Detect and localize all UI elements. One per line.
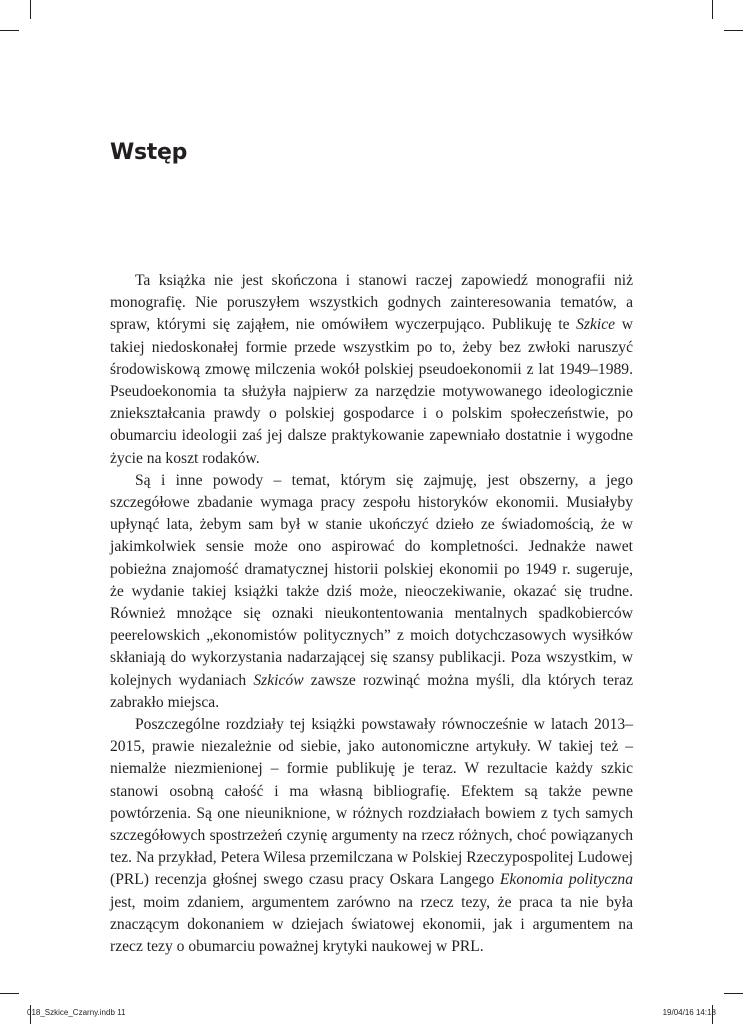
text-run: jest, moim zdaniem, argumentem zarówno na rzecz tezy, że praca ta nie była znaczącym dokonaniem w dziejach światowej ekonomii, jak i argumentem na rzecz tezy o obumarciu poważnej krytyki naukowej w PRL.	[110, 893, 633, 956]
crop-mark-top-right	[712, 0, 713, 19]
text-run: Są i inne powody – temat, którym się zajmuję, jest obszerny, a jego szczegółowe zbadanie wymaga pracy zespołu historyków ekonomii. Musiałyby upłynąć lata, żebym sam był w stanie ukończyć dzieło ze świadomością, że w jakimkolwiek sensie może ono aspirować do kompletności. Jednakże nawet pobieżna znajomość dramatycznej historii polskiej ekonomii po 1949 r. sugeruje, że wydanie takiej książki także dziś może, nieoczekiwanie, okazać się trudne. Również mnożące się oznaki nieukontentowania mentalnych spadkobierców peerelowskich „ekonomistów politycznych” z moich dotychczasowych wysiłków skłaniają do wykorzystania nadarzającej się szansy publikacji. Poza wszystkim, w kolejnych wydaniach	[110, 471, 633, 689]
slug-timestamp: 19/04/16 14:18	[662, 1008, 716, 1017]
text-run: Ta książka nie jest skończona i stanowi raczej zapowiedź monografii niż monografię. Nie poruszyłem wszystkich godnych zainteresowania tematów, a spraw, którymi się zająłem, nie omówiłem wyczerpująco. Publikuję te	[110, 272, 633, 334]
italic-title: Szkice	[576, 316, 616, 334]
italic-title: Ekonomia polityczna	[499, 871, 633, 889]
crop-mark-top-left	[30, 0, 31, 19]
crop-mark-top-left	[0, 30, 19, 31]
crop-mark-top-right	[724, 30, 743, 31]
paragraph	[110, 270, 633, 470]
text-run: Poszczególne rozdziały tej książki powstawały równocześnie w latach 2013–2015, prawie niezależnie od siebie, jako autonomiczne artykuły. W takiej też – niemalże niezmienionej – formie publikuję je teraz. W rezultacie każdy szkic stanowi osobną całość i ma własną bibliografię. Efektem są także pewne powtórzenia. Są one nieuniknione, w różnych rozdziałach bowiem z tych samych szczegółowych spostrzeżeń czynię argumenty na rzecz różnych, choć powiązanych tez. Na przykład, Petera Wilesa przemilczana w Polskiej Rzeczypospolitej Ludowej (PRL) recenzja głośnej swego czasu pracy Oskara Langego	[110, 716, 633, 889]
slug-file-name: 018_Szkice_Czarny.indb 11	[27, 1008, 126, 1017]
paragraph	[110, 470, 633, 714]
crop-mark-bottom-left	[0, 993, 19, 994]
paragraph	[110, 714, 633, 958]
italic-title: Szkiców	[253, 671, 304, 689]
text-run: zawsze rozwinąć można myśli, dla których teraz zabrakło miejsca.	[110, 671, 633, 711]
crop-mark-bottom-right	[724, 993, 743, 994]
body-text	[110, 270, 633, 958]
chapter-title: Wstęp	[110, 140, 188, 165]
text-run: w takiej niedoskonałej formie przede wszystkim po to, żeby bez zwłoki naruszyć środowiskową zmowę milczenia wokół polskiej pseudoekonomii z lat 1949–1989. Pseudoekonomia ta służyła najpierw za narzędzie motywowanego ideologicznie zniekształcania prawdy o polskiej gospodarce i o polskim społeczeństwie, po obumarciu ideologii zaś jej dalsze praktykowanie zapewniało dostatnie i wygodne życie na koszt rodaków.	[110, 316, 633, 467]
